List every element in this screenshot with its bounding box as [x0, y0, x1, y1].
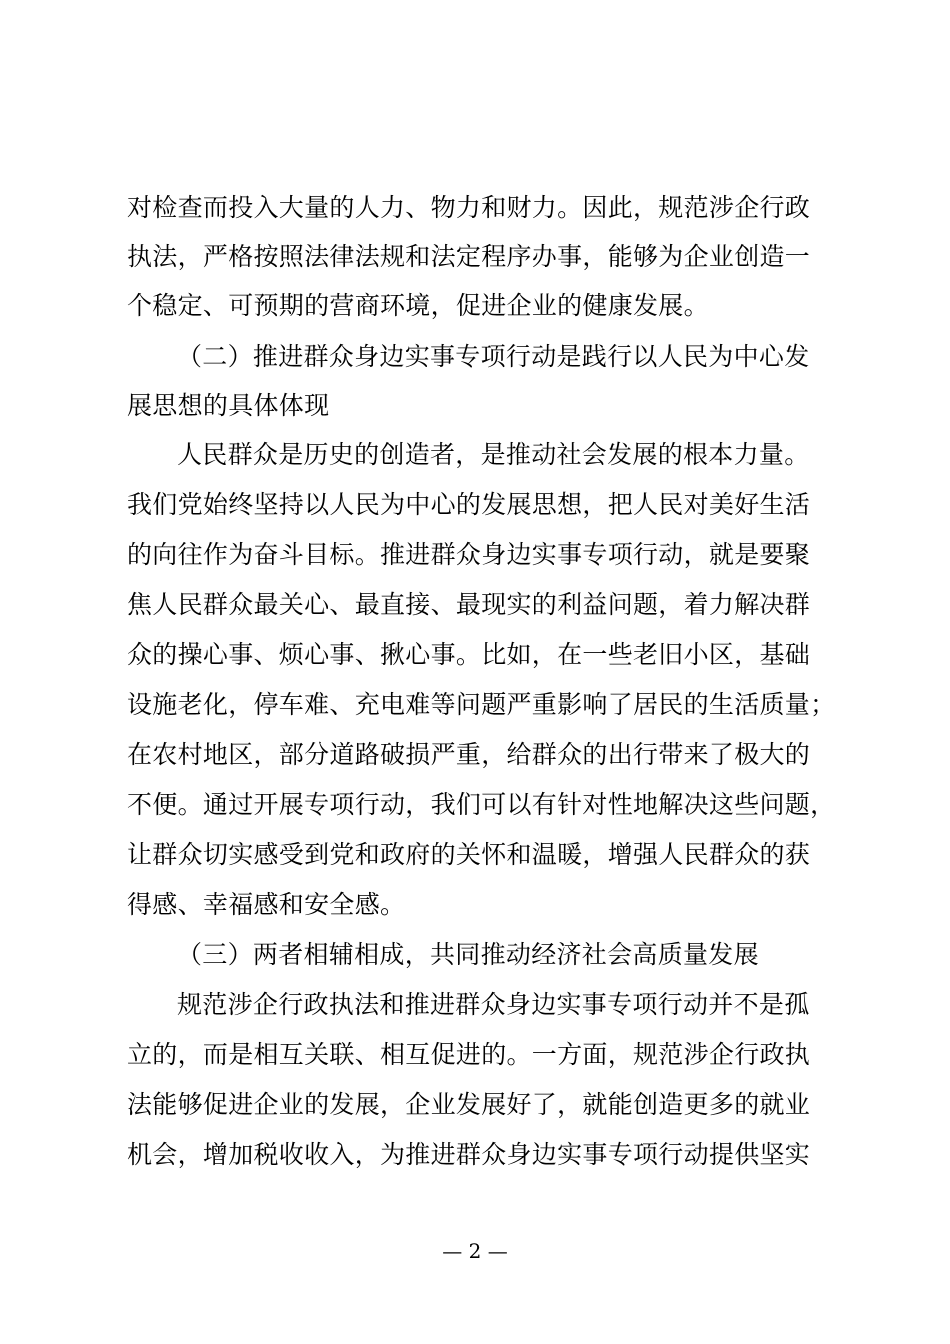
page-number: — 2 — [442, 1239, 508, 1263]
text-line: 立的，而是相互关联、相互促进的。一方面，规范涉企行政执 [127, 1040, 811, 1069]
text-line: 对检查而投入大量的人力、物力和财力。因此，规范涉企行政 [127, 193, 811, 222]
text-line: 个稳定、可预期的营商环境，促进企业的健康发展。 [127, 291, 709, 320]
text-line: 规范涉企行政执法和推进群众身边实事专项行动并不是孤 [177, 990, 810, 1019]
section-heading-line: （二）推进群众身边实事专项行动是践行以人民为中心发 [177, 342, 810, 371]
text-line: 人民群众是历史的创造者，是推动社会发展的根本力量。 [177, 440, 810, 469]
text-line: 众的操心事、烦心事、揪心事。比如，在一些老旧小区，基础 [127, 640, 811, 669]
text-line: 得感、幸福感和安全感。 [127, 890, 406, 919]
text-line: 设施老化，停车难、充电难等问题严重影响了居民的生活质量； [127, 690, 836, 719]
text-line: 我们党始终坚持以人民为中心的发展思想，把人民对美好生活 [127, 490, 811, 519]
text-line: 让群众切实感受到党和政府的关怀和温暖，增强人民群众的获 [127, 840, 811, 869]
text-line: 机会，增加税收收入，为推进群众身边实事专项行动提供坚实 [127, 1140, 811, 1169]
text-line: 在农村地区，部分道路破损严重，给群众的出行带来了极大的 [127, 740, 811, 769]
section-heading-line: 展思想的具体体现 [127, 391, 330, 420]
text-line: 的向往作为奋斗目标。推进群众身边实事专项行动，就是要聚 [127, 540, 811, 569]
section-heading-line: （三）两者相辅相成，共同推动经济社会高质量发展 [177, 940, 759, 969]
text-line: 法能够促进企业的发展，企业发展好了，就能创造更多的就业 [127, 1090, 811, 1119]
text-line: 焦人民群众最关心、最直接、最现实的利益问题，着力解决群 [127, 590, 811, 619]
text-line: 执法，严格按照法律法规和法定程序办事，能够为企业创造一 [127, 242, 811, 271]
text-line: 不便。通过开展专项行动，我们可以有针对性地解决这些问题， [127, 790, 836, 819]
